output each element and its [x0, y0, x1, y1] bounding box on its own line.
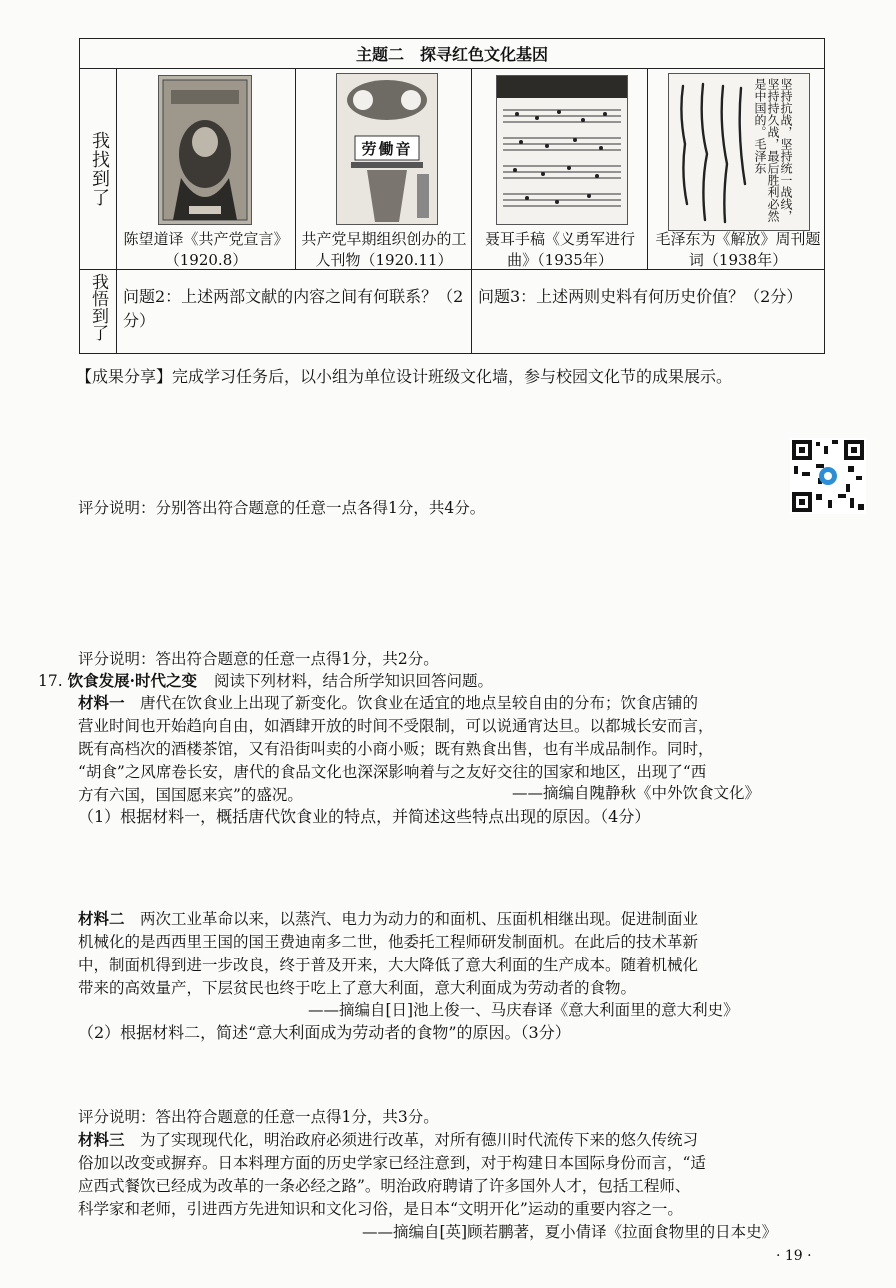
manifesto-cover-image [158, 75, 252, 225]
inscription-text: 坚持抗战，坚持统一战线，坚持持久战，最后胜利必然是中国的。毛泽东 [753, 78, 793, 222]
divider [295, 68, 296, 269]
question-heading: 饮食发展·时代之变 [67, 671, 197, 690]
question-3: 问题3：上述两则史料有何历史价值？（2分） [478, 287, 803, 306]
card-caption: 毛泽东为《解放》周刊题词（1938年） [655, 230, 821, 269]
marx-portrait-icon [159, 76, 251, 224]
material-3-line [78, 1129, 698, 1152]
divider [116, 68, 117, 353]
table-title: 主题二 探寻红色文化基因 [355, 45, 548, 64]
material-2-line [78, 908, 698, 931]
material-3-line: 科学家和老师，引进西方先进知识和文化习俗，是日本“文明开化”运动的重要内容之一。 [78, 1200, 683, 1218]
material-text: 两次工业革命以来，以蒸汽、电力为动力的和面机、压面机相继出现。促进制面业 [140, 910, 699, 928]
material-1-line [78, 692, 698, 715]
material-text: 为了实现现代化，明治政府必须进行改革，对所有德川时代流传下来的悠久传统习 [140, 1131, 699, 1149]
material-1-line: “胡食”之风席卷长安，唐代的食品文化也深深影响着与之友好交往的国家和地区，出现了“西 [78, 763, 707, 781]
material-3-source: ——摘编自[英]顾若鹏著，夏小倩译《拉面食物里的日本史》 [362, 1223, 778, 1241]
material-text: 唐代在饮食业上出现了新变化。饮食业在适宜的地点呈较自由的分布；饮食店铺的 [140, 694, 699, 712]
question-17-header [38, 670, 493, 693]
theme-table [79, 38, 825, 354]
scoring-note-2: 评分说明：答出符合题意的任意一点得1分，共2分。 [78, 650, 439, 668]
material-2-line: 机械化的是西西里王国的国王费迪南多二世，他委托工程师研发制面机。在此后的技术革新 [78, 933, 699, 951]
divider [647, 68, 648, 269]
score-manuscript-image [496, 75, 628, 225]
row-label-found: 我找到了 [89, 131, 110, 207]
divider [471, 68, 472, 353]
card-caption: 陈望道译《共产党宣言》（1920.8） [123, 230, 289, 269]
material-3-line: 应西式餐饮已经成为改革的一条必经之路”。明治政府聘请了许多国外人才，包括工程师、 [78, 1177, 691, 1195]
material-label: 材料一 [78, 693, 125, 712]
material-1-line: 方有六国，国国愿来宾”的盛况。 [78, 786, 303, 804]
magazine-title: 劳働音 [361, 140, 413, 158]
share-note: 【成果分享】完成学习任务后，以小组为单位设计班级文化墙，参与校园文化节的成果展示。 [76, 367, 733, 386]
music-score-icon [497, 76, 627, 224]
material-3-line: 俗加以改变或摒弃。日本料理方面的历史学家已经注意到，对于构建日本国际身份而言，“适 [78, 1154, 706, 1172]
material-1-line: 既有高档次的酒楼茶馆，又有沿街叫卖的小商小贩；既有熟食出售，也有半成品制作。同时， [78, 740, 714, 758]
scoring-note-3: 评分说明：答出符合题意的任意一点得1分，共3分。 [78, 1108, 439, 1126]
sub-question-1: （1）根据材料一，概括唐代饮食业的特点，并简述这些特点出现的原因。（4分） [78, 807, 651, 826]
row-label-understood: 我悟到了 [88, 273, 108, 341]
material-2-line: 中，制面机得到进一步改良，终于普及开来，大大降低了意大利面的生产成本。随着机械化 [78, 956, 699, 974]
material-1-source: ——摘编自隗静秋《中外饮食文化》 [512, 784, 761, 802]
material-label: 材料二 [78, 909, 125, 928]
qr-code [790, 438, 866, 514]
material-1-line: 营业时间也开始趋向自由，如酒肆开放的时间不受限制，可以说通宵达旦。以都城长安而言， [78, 717, 714, 735]
material-2-line: 带来的高效量产，下层贫民也终于吃上了意大利面，意大利面成为劳动者的食物。 [78, 979, 637, 997]
sub-question-2: （2）根据材料二，简述“意大利面成为劳动者的食物”的原因。（3分） [78, 1023, 571, 1042]
question-2: 问题2：上述两部文献的内容之间有何联系？（2分） [123, 287, 464, 330]
card-caption: 聂耳手稿《义勇军进行曲》（1935年） [484, 230, 635, 269]
material-label: 材料三 [78, 1130, 125, 1149]
qr-code-icon [790, 438, 866, 514]
card-caption: 共产党早期组织创办的工人刊物（1920.11） [301, 230, 467, 269]
question-number: 17. [38, 672, 63, 690]
scoring-note-1: 评分说明：分别答出符合题意的任意一点各得1分，共4分。 [78, 499, 486, 517]
page-number: · 19 · [776, 1248, 812, 1264]
labor-magazine-image [336, 73, 438, 225]
divider [80, 68, 824, 69]
material-2-source: ——摘编自[日]池上俊一、马庆春译《意大利面里的意大利史》 [308, 1001, 739, 1019]
question-intro: 阅读下列材料，结合所学知识回答问题。 [213, 672, 493, 690]
mao-inscription-image [668, 73, 810, 231]
